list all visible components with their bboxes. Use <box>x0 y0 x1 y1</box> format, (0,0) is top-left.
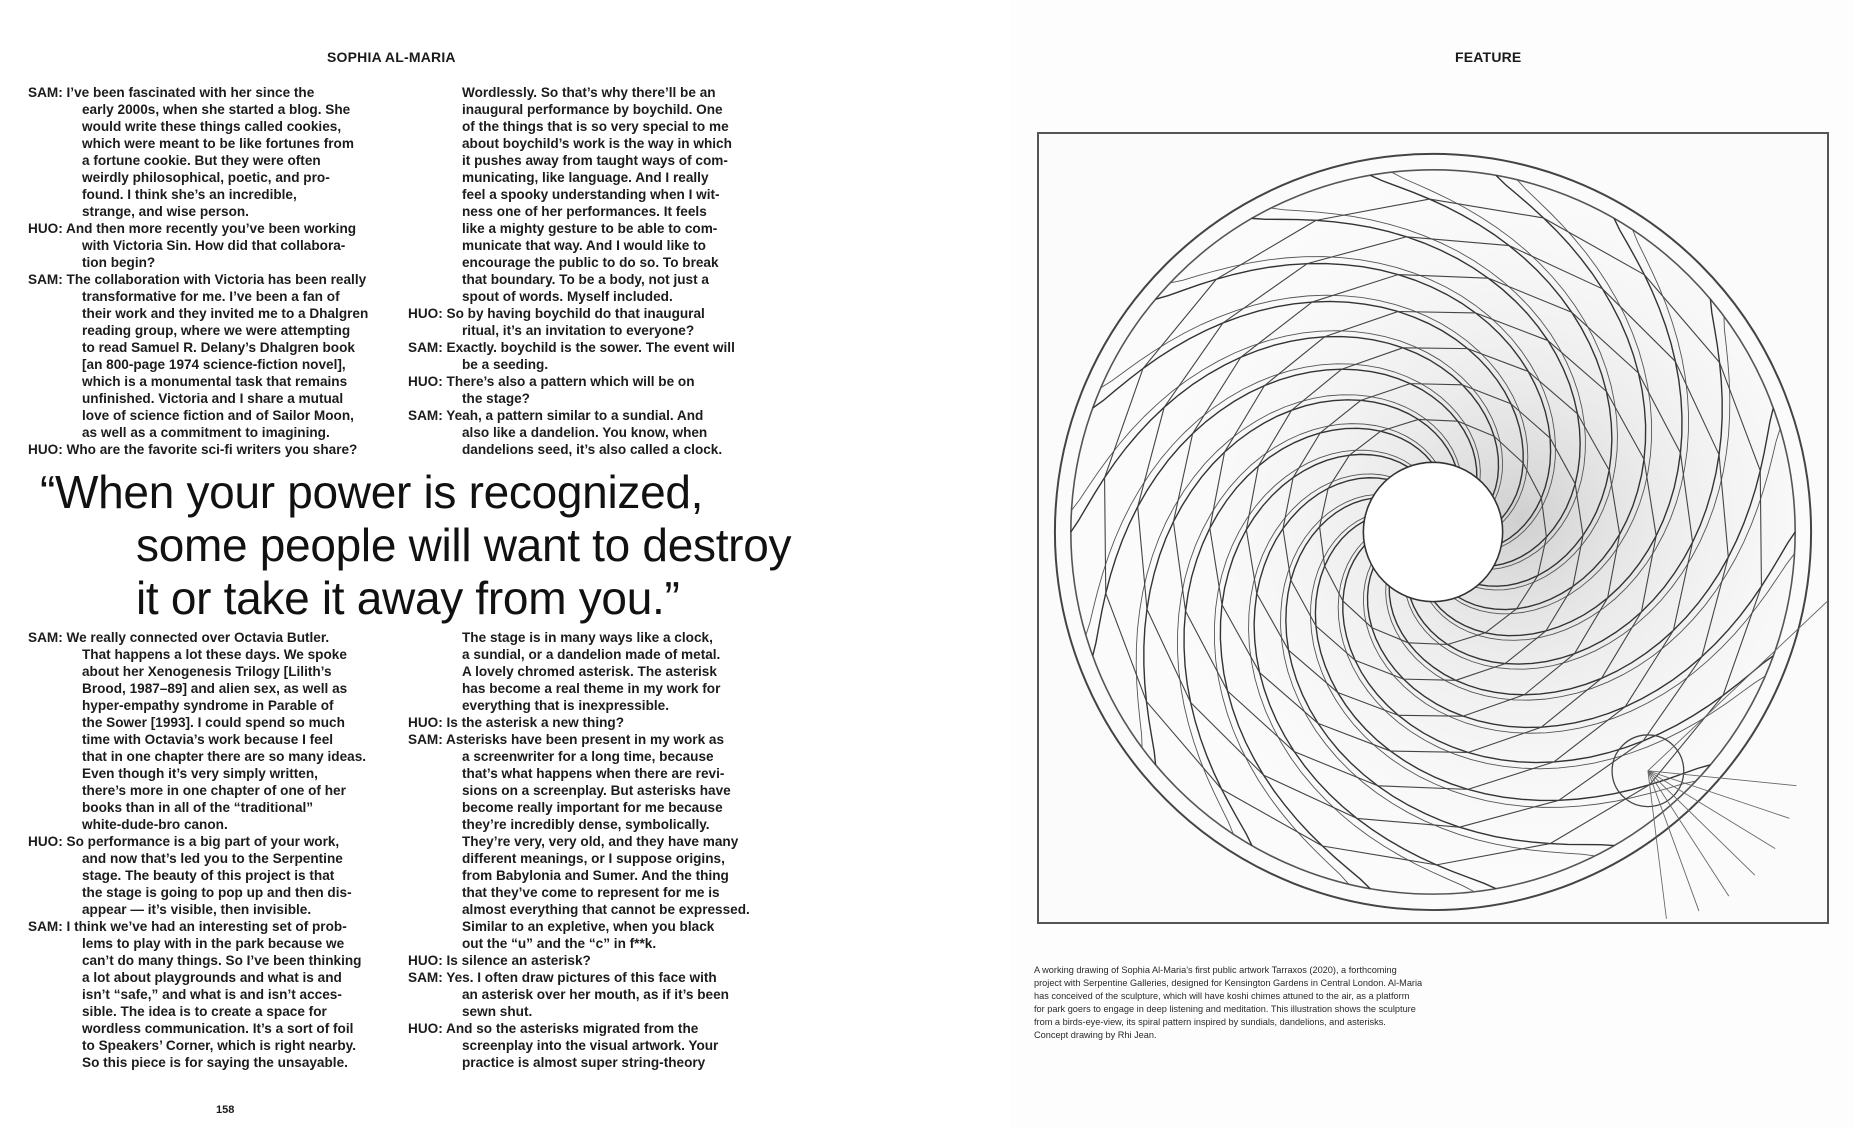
running-head-right: FEATURE <box>1455 49 1522 65</box>
text-line: sewn shut. <box>462 1004 533 1019</box>
text-line: HUO: So performance is a big part of your work, <box>28 834 340 849</box>
pull-quote <box>40 466 791 625</box>
text-column-4 <box>408 629 768 1071</box>
pull-quote-line: “When your power is recognized, <box>40 466 704 518</box>
text-line: that’s what happens when there are revi- <box>462 766 725 781</box>
text-line: about her Xenogenesis Trilogy [Lilith’s <box>82 664 332 679</box>
text-column-3 <box>28 629 388 1071</box>
text-line: HUO: And so the asterisks migrated from the <box>408 1021 699 1036</box>
text-line: their work and they invited me to a Dhalgren <box>82 306 369 321</box>
text-line: become really important for me because <box>462 800 723 815</box>
text-line: a sundial, or a dandelion made of metal. <box>462 647 721 662</box>
text-line: and now that’s led you to the Serpentine <box>82 851 343 866</box>
text-line: love of science fiction and of Sailor Moon, <box>82 408 354 423</box>
caption-line: A working drawing of Sophia Al-Maria’s first public artwork Tarraxos (2020), a forthcoming <box>1034 965 1397 975</box>
text-line: would write these things called cookies, <box>82 119 342 134</box>
text-line: which were meant to be like fortunes from <box>82 136 354 151</box>
text-line: screenplay into the visual artwork. Your <box>462 1038 719 1053</box>
text-line: Even though it’s very simply written, <box>82 766 318 781</box>
text-line: has become a real theme in my work for <box>462 681 721 696</box>
text-line: from Babylonia and Sumer. And the thing <box>462 868 729 883</box>
pull-quote-line: some people will want to destroy <box>136 519 792 571</box>
caption-line: for park goers to engage in deep listening and meditation. This illustration shows the sculpture <box>1034 1004 1416 1014</box>
text-line: the stage is going to pop up and then dis- <box>82 885 352 900</box>
text-line: found. I think she’s an incredible, <box>82 187 297 202</box>
text-line: That happens a lot these days. We spoke <box>82 647 347 662</box>
text-line: isn’t “safe,” and what is and isn’t acces- <box>82 987 342 1002</box>
caption-line: from a birds-eye-view, its spiral pattern inspired by sundials, dandelions, and asterisks. <box>1034 1017 1386 1027</box>
text-line: an asterisk over her mouth, as if it’s been <box>462 987 729 1002</box>
text-line: So this piece is for saying the unsayable. <box>82 1055 348 1070</box>
text-line: that they’ve come to represent for me is <box>462 885 720 900</box>
text-line: as well as a commitment to imagining. <box>82 425 330 440</box>
text-line: SAM: I’ve been fascinated with her since the <box>28 85 315 100</box>
text-line: the stage? <box>462 391 530 406</box>
text-line: to read Samuel R. Delany’s Dhalgren book <box>82 340 355 355</box>
text-line: They’re very, very old, and they have many <box>462 834 739 849</box>
spiral-sundial-drawing-icon <box>1037 132 1829 924</box>
text-line: sible. The idea is to create a space for <box>82 1004 327 1019</box>
text-line: out the “u” and the “c” in f**k. <box>462 936 657 951</box>
text-line: they’re incredibly dense, symbolically. <box>462 817 710 832</box>
text-line: strange, and wise person. <box>82 204 249 219</box>
text-line: HUO: There’s also a pattern which will be on <box>408 374 695 389</box>
text-line: HUO: Is the asterisk a new thing? <box>408 715 625 730</box>
text-line: be a seeding. <box>462 357 549 372</box>
caption-line: project with Serpentine Galleries, designed for Kensington Gardens in Central London. Al-Maria <box>1034 978 1423 988</box>
text-line: practice is almost super string-theory <box>462 1055 706 1070</box>
text-line: municating, like language. And I really <box>462 170 709 185</box>
text-line: HUO: Who are the favorite sci-fi writers you share? <box>28 442 358 457</box>
text-line: spout of words. Myself included. <box>462 289 673 304</box>
text-line: HUO: So by having boychild do that inaugural <box>408 306 705 321</box>
text-line: lems to play with in the park because we <box>82 936 345 951</box>
text-line: transformative for me. I’ve been a fan of <box>82 289 340 304</box>
text-line: reading group, where we were attempting <box>82 323 351 338</box>
text-line: ritual, it’s an invitation to everyone? <box>462 323 695 338</box>
text-line: a fortune cookie. But they were often <box>82 153 321 168</box>
text-line: Similar to an expletive, when you black <box>462 919 715 934</box>
text-line: sions on a screenplay. But asterisks have <box>462 783 731 798</box>
text-line: time with Octavia’s work because I feel <box>82 732 334 747</box>
text-line: The stage is in many ways like a clock, <box>462 630 713 645</box>
text-line: to Speakers’ Corner, which is right nearby. <box>82 1038 356 1053</box>
text-line: unfinished. Victoria and I share a mutual <box>82 391 344 406</box>
text-line: inaugural performance by boychild. One <box>462 102 723 117</box>
text-line: Brood, 1987–89] and alien sex, as well as <box>82 681 348 696</box>
text-line: can’t do many things. So I’ve been thinking <box>82 953 362 968</box>
text-line: a screenwriter for a long time, because <box>462 749 714 764</box>
text-line: SAM: The collaboration with Victoria has been really <box>28 272 367 287</box>
text-line: SAM: Yes. I often draw pictures of this face with <box>408 970 717 985</box>
text-line: there’s more in one chapter of one of her <box>82 783 346 798</box>
text-line: tion begin? <box>82 255 156 270</box>
text-line: ness one of her performances. It feels <box>462 204 707 219</box>
text-line: SAM: Yeah, a pattern similar to a sundial. And <box>408 408 704 423</box>
text-line: that boundary. To be a body, not just a <box>462 272 709 287</box>
text-line: SAM: I think we’ve had an interesting set of prob- <box>28 919 347 934</box>
text-line: stage. The beauty of this project is that <box>82 868 335 883</box>
page-number: 158 <box>216 1104 235 1116</box>
text-line: with Victoria Sin. How did that collabora- <box>82 238 346 253</box>
running-head-left: SOPHIA AL-MARIA <box>327 49 456 65</box>
pull-quote-line: it or take it away from you.” <box>136 572 680 624</box>
text-line: dandelions seed, it’s also called a clock. <box>462 442 723 457</box>
text-line: early 2000s, when she started a blog. She <box>82 102 351 117</box>
text-line: HUO: Is silence an asterisk? <box>408 953 591 968</box>
text-line: A lovely chromed asterisk. The asterisk <box>462 664 717 679</box>
text-line: weirdly philosophical, poetic, and pro- <box>82 170 330 185</box>
text-line: also like a dandelion. You know, when <box>462 425 708 440</box>
figure-caption <box>1034 964 1454 1042</box>
text-line: wordless communication. It’s a sort of foil <box>82 1021 354 1036</box>
text-line: of the things that is so very special to me <box>462 119 729 134</box>
text-line: white-dude-bro canon. <box>82 817 228 832</box>
text-line: SAM: Exactly. boychild is the sower. The event will <box>408 340 735 355</box>
drawing-svg <box>1039 134 1827 922</box>
text-line: appear — it’s visible, then invisible. <box>82 902 312 917</box>
text-line: HUO: And then more recently you’ve been working <box>28 221 357 236</box>
text-line: feel a spooky understanding when I wit- <box>462 187 720 202</box>
text-line: hyper-empathy syndrome in Parable of <box>82 698 334 713</box>
text-line: it pushes away from taught ways of com- <box>462 153 728 168</box>
text-line: a lot about playgrounds and what is and <box>82 970 342 985</box>
text-line: about boychild’s work is the way in which <box>462 136 732 151</box>
text-line: almost everything that cannot be expressed. <box>462 902 750 917</box>
text-line: different meanings, or I suppose origins, <box>462 851 725 866</box>
caption-line: Concept drawing by Rhi Jean. <box>1034 1030 1157 1040</box>
text-line: SAM: Asterisks have been present in my work as <box>408 732 725 747</box>
center-disc <box>1363 462 1502 601</box>
text-line: everything that is inexpressible. <box>462 698 669 713</box>
text-line: municate that way. And I would like to <box>462 238 706 253</box>
text-line: which is a monumental task that remains <box>82 374 348 389</box>
text-line: the Sower [1993]. I could spend so much <box>82 715 345 730</box>
caption-line: has conceived of the sculpture, which will have koshi chimes attuned to the air, as a platform <box>1034 991 1410 1001</box>
text-line: Wordlessly. So that’s why there’ll be an <box>462 85 716 100</box>
text-column-1 <box>28 84 388 458</box>
text-line: SAM: We really connected over Octavia Butler. <box>28 630 330 645</box>
text-line: like a mighty gesture to be able to com- <box>462 221 718 236</box>
text-line: that in one chapter there are so many ideas. <box>82 749 367 764</box>
text-column-2 <box>408 84 768 458</box>
text-line: [an 800-page 1974 science-fiction novel], <box>82 357 346 372</box>
text-line: books than in all of the “traditional” <box>82 800 314 815</box>
text-line: encourage the public to do so. To break <box>462 255 719 270</box>
